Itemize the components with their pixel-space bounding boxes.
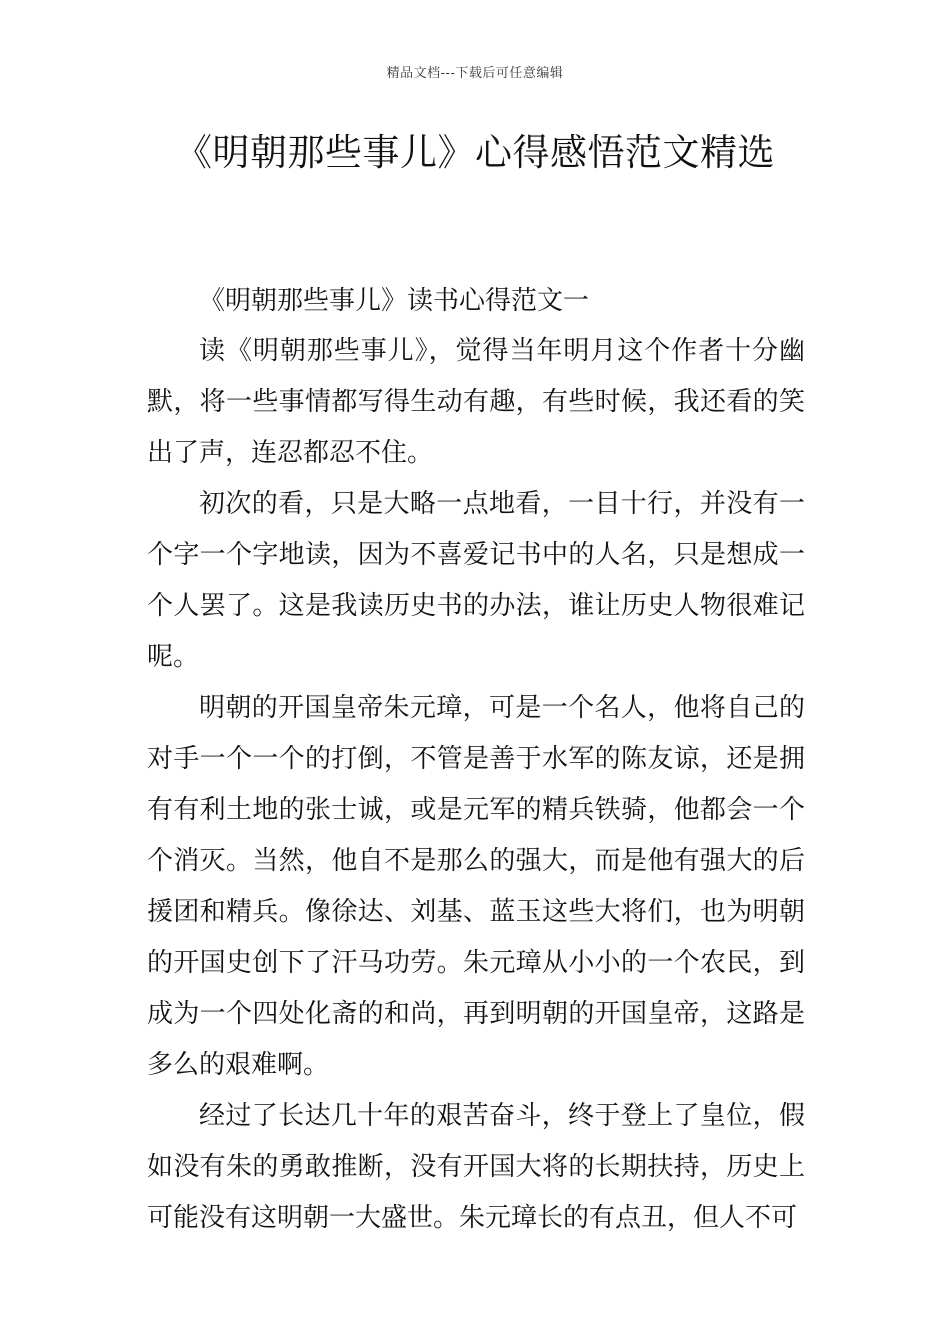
paragraph-2: 初次的看，只是大略一点地看，一目十行，并没有一个字一个字地读，因为不喜爱记书中的人名，只是想成一个人罢了。这是我读历史书的办法，谁让历史人物很难记呢。 xyxy=(147,489,805,672)
paragraph-1: 读《明朝那些事儿》，觉得当年明月这个作者十分幽默，将一些事情都写得生动有趣，有些时候，我还看的笑出了声，连忍都忍不住。 xyxy=(147,336,805,468)
paragraph-4: 经过了长达几十年的艰苦奋斗，终于登上了皇位，假如没有朱的勇敢推断，没有开国大将的长期扶持，历史上可能没有这明朝一大盛世。朱元璋长的有点丑，但人不可 xyxy=(147,1101,805,1233)
header-note: 精品文档---下载后可任意编辑 xyxy=(386,66,564,81)
paragraph-3: 明朝的开国皇帝朱元璋，可是一个名人，他将自己的对手一个一个的打倒，不管是善于水军的陈友谅，还是拥有有利土地的张士诚，或是元军的精兵铁骑，他都会一个个消灭。当然，他自不是那么的强大，而是他有强大的后援团和精兵。像徐达、刘基、蓝玉这些大将们，也为明朝的开国史创下了汗马功劳。朱元璋从小小的一个农民，到成为一个四处化斋的和尚，再到明朝的开国皇帝，这路是多么的艰难啊。 xyxy=(147,693,805,1080)
section-title: 《明朝那些事儿》读书心得范文一 xyxy=(199,286,590,316)
document-title: 《明朝那些事儿》心得感悟范文精选 xyxy=(175,131,775,174)
document-body xyxy=(147,276,805,1244)
